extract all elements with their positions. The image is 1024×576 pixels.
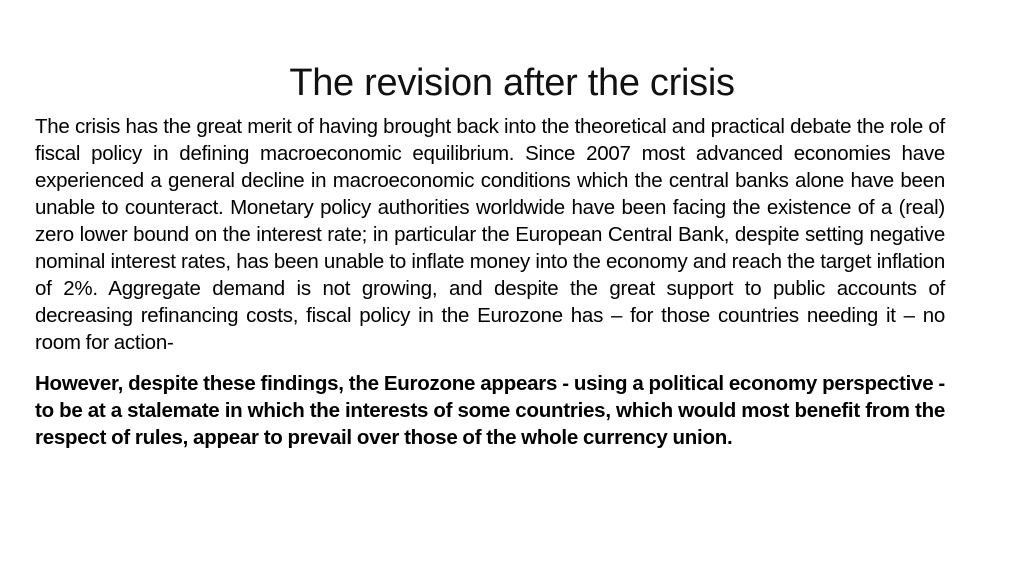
- body-paragraph-conclusion: However, despite these findings, the Eurozone appears - using a political economy perspective - to be at a stalemate in which the interests of some countries, which would most benefit from the respect of rules, appear to prevail over those of the whole currency union.: [35, 372, 945, 449]
- body-paragraph-context: The crisis has the great merit of having brought back into the theoretical and practical debate the role of fiscal policy in defining macroeconomic equilibrium. Since 2007 most advanced economies have experienced a general decline in macroeconomic conditions which the central banks alone have been unable to counteract. Monetary policy authorities worldwide have been facing the existence of a (real) zero lower bound on the interest rate; in particular the European Central Bank, despite setting negative nominal interest rates, has been unable to inflate money into the economy and reach the target inflation of 2%. Aggregate demand is not growing, and despite the great support to public accounts of decreasing refinancing costs, fiscal policy in the Eurozone has – for those countries needing it – no room for action-: [35, 115, 945, 354]
- slide-body: [35, 113, 945, 451]
- slide-title: The revision after the crisis: [289, 62, 735, 104]
